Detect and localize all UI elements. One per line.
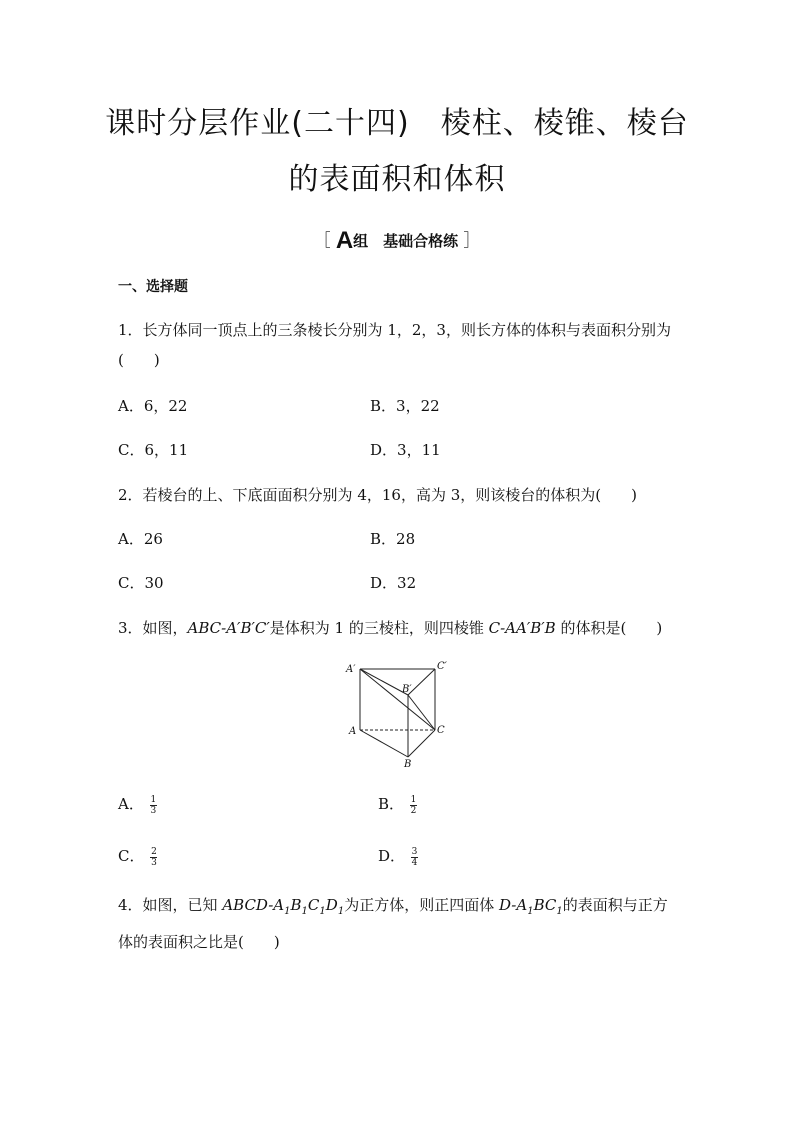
fraction-denominator: 2 — [410, 805, 417, 816]
q4-suffix: 的表面积与正方体的表面积之比是( ) — [118, 896, 668, 951]
page-title-line-2: 的表面积和体积 — [288, 162, 506, 197]
q3-option-d-fraction — [411, 847, 418, 868]
q3-prism-name: ABC-A′B′C′ — [187, 619, 270, 637]
q2-option-d: D．32 — [370, 574, 417, 592]
group-tag — [0, 226, 794, 255]
q4-cube-part-a: ABCD-A — [222, 896, 285, 914]
q3-option-c-letter: C． — [118, 847, 145, 865]
page-title-line-1: 课时分层作业(二十四) 棱柱、棱锥、棱台 — [105, 106, 689, 141]
question-3-text — [118, 613, 678, 643]
q4-middle: 为正方体，则正四面体 — [344, 896, 499, 914]
subscript-1: 1 — [527, 906, 534, 917]
q4-cube-part-d: D — [325, 896, 338, 914]
fraction-numerator: 3 — [411, 846, 418, 857]
q3-prefix: 3．如图， — [118, 619, 188, 637]
q3-option-b-letter: B． — [378, 795, 405, 813]
q1-option-c: C．6，11 — [118, 441, 189, 459]
subscript-1: 1 — [556, 906, 563, 917]
q3-option-c-fraction — [150, 847, 157, 868]
group-bracket-close: ］ — [463, 231, 481, 251]
q3-option-a — [118, 794, 157, 816]
fraction-numerator: 1 — [150, 794, 157, 805]
q1-option-a: A．6，22 — [118, 397, 188, 415]
question-2-text: 2．若棱台的上、下底面面积分别为 4，16，高为 3，则该棱台的体积为( ) — [118, 486, 637, 504]
q3-option-d — [378, 846, 418, 868]
q3-option-c — [118, 846, 157, 868]
q4-tet-part-a: D-A — [498, 896, 528, 914]
q3-option-b — [378, 794, 417, 816]
q4-cube-part-c: C — [307, 896, 320, 914]
prism-diagram — [340, 657, 460, 772]
section-title: 一、选择题 — [118, 279, 188, 295]
question-1-text: 1．长方体同一顶点上的三条棱长分别为 1，2，3，则长方体的体积与表面积分别为( ) — [118, 321, 671, 369]
q3-pyramid-name: C-AA′B′B — [488, 619, 556, 637]
edge-b-c — [408, 730, 435, 757]
label-b: B — [404, 759, 412, 770]
q4-tetrahedron-name — [498, 896, 563, 917]
fraction-numerator: 2 — [151, 846, 157, 857]
label-c-prime: C′ — [437, 661, 447, 672]
q4-prefix: 4．如图，已知 — [118, 896, 223, 914]
q2-option-b: B．28 — [370, 530, 416, 548]
q3-option-d-letter: D． — [378, 847, 406, 865]
label-a: A — [349, 726, 357, 737]
q4-tet-part-b: BC — [533, 896, 557, 914]
q4-cube-name — [222, 896, 345, 917]
q1-option-d: D．3，11 — [370, 441, 441, 459]
label-b-prime: B′ — [402, 684, 412, 695]
q3-suffix: 的体积是( ) — [555, 619, 663, 637]
fraction-denominator: 3 — [151, 857, 157, 868]
fraction-numerator: 1 — [410, 794, 417, 805]
segment-a1-c — [360, 669, 435, 730]
q3-option-b-fraction — [410, 795, 417, 816]
q4-cube-part-b: B — [290, 896, 302, 914]
subscript-1: 1 — [301, 906, 308, 917]
q2-option-a: A．26 — [118, 530, 163, 548]
subscript-1: 1 — [284, 906, 291, 917]
edge-b1-c1 — [408, 669, 435, 695]
group-label: 组 基础合格练 — [353, 232, 459, 250]
label-a-prime: A′ — [346, 664, 356, 675]
fraction-denominator: 3 — [150, 805, 157, 816]
q2-option-c: C．30 — [118, 574, 164, 592]
group-letter: A — [335, 227, 354, 254]
q1-option-b: B．3，22 — [370, 397, 440, 415]
q3-option-a-fraction — [150, 795, 157, 816]
triangular-prism-figure — [340, 657, 460, 772]
question-4-text — [118, 890, 678, 957]
edge-a-b — [360, 730, 408, 757]
fraction-denominator: 4 — [411, 857, 418, 868]
q3-option-a-letter: A． — [118, 795, 144, 813]
label-c: C — [437, 725, 445, 736]
subscript-1: 1 — [319, 906, 326, 917]
q3-middle: 是体积为 1 的三棱柱，则四棱锥 — [269, 619, 489, 637]
segment-b1-c — [408, 695, 435, 730]
group-bracket-open: ［ — [313, 231, 331, 251]
edge-a1-b1 — [360, 669, 408, 695]
subscript-1: 1 — [337, 906, 345, 917]
